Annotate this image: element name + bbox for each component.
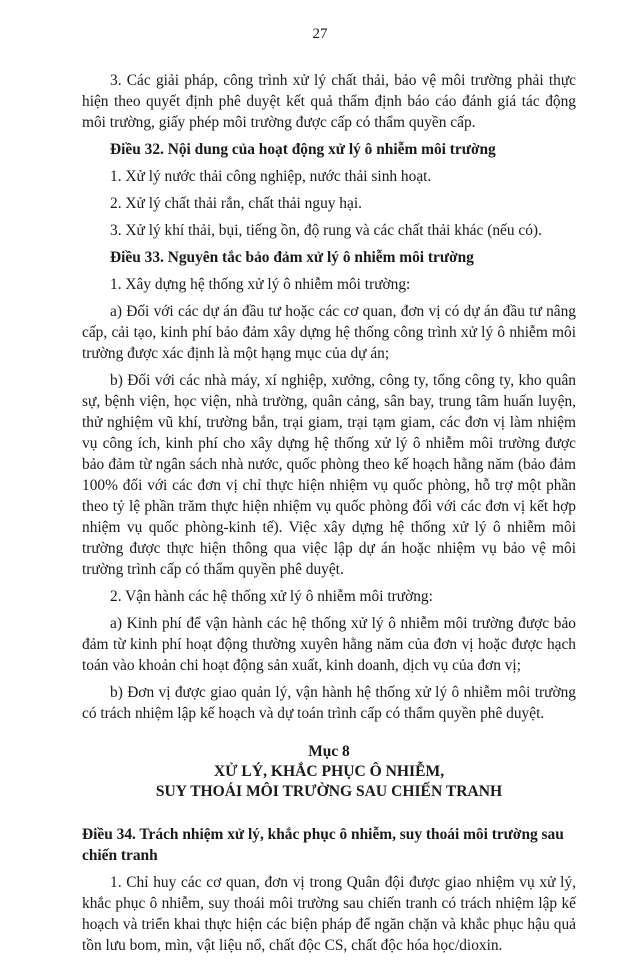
page-number: 27 [312,26,328,42]
document-body [82,70,576,962]
paragraph: 1. Chỉ huy các cơ quan, đơn vị trong Quân đội được giao nhiệm vụ xử lý, khắc phục ô nhiễm, suy thoái môi trường sau chiến tranh có trách nhiệm lập kế hoạch và triển khai thực hiện các biện pháp để ngăn chặn và khắc phục hậu quả tồn lưu bom, mìn, vật liệu nổ, chất độc CS, chất độc hóa học/dioxin. [82,874,576,954]
paragraph: 3. Các giải pháp, công trình xử lý chất thải, bảo vệ môi trường phải thực hiện theo quyết định phê duyệt kết quả thẩm định báo cáo đánh giá tác động môi trường, giấy phép môi trường được cấp có thẩm quyền cấp. [82,72,576,131]
paragraph: 3. Xử lý khí thải, bụi, tiếng ồn, độ rung và các chất thải khác (nếu có). [110,222,542,239]
paragraph: a) Đối với các dự án đầu tư hoặc các cơ quan, đơn vị có dự án đầu tư nâng cấp, cải tạo, kinh phí bảo đảm xây dựng hệ thống công trình xử lý ô nhiễm môi trường được xác định là một hạng mục của dự án; [82,303,576,362]
article-heading: Điều 32. Nội dung của hoạt động xử lý ô nhiễm môi trường [110,141,496,158]
article-heading: Điều 33. Nguyên tắc bảo đảm xử lý ô nhiễm môi trường [110,249,474,266]
section-title-line-2: SUY THOÁI MÔI TRƯỜNG SAU CHIẾN TRANH [155,783,503,800]
paragraph: 1. Xây dựng hệ thống xử lý ô nhiễm môi trường: [110,276,411,293]
paragraph: 2. Vận hành các hệ thống xử lý ô nhiễm môi trường: [110,588,433,605]
paragraph: 1. Xử lý nước thải công nghiệp, nước thải sinh hoạt. [110,168,432,185]
paragraph: 2. Xử lý chất thải rắn, chất thải nguy hại. [110,195,362,212]
section-title-line-1: XỬ LÝ, KHẮC PHỤC Ô NHIỄM, [213,763,445,780]
section-label: Mục 8 [308,743,350,760]
paragraph: b) Đối với các nhà máy, xí nghiệp, xưởng, công ty, tổng công ty, kho quân sự, bệnh viện, học viện, nhà trường, quân cảng, sân bay, trung tâm huấn luyện, thử nghiệm vũ khí, trường bắn, trại giam, trại tạm giam, các đơn vị làm nhiệm vụ công ích, kinh phí cho xây dựng hệ thống xử lý ô nhiễm môi trường được bảo đảm từ ngân sách nhà nước, quốc phòng theo kế hoạch hằng năm (bảo đảm 100% đối với các đơn vị chỉ thực hiện nhiệm vụ quốc phòng, hỗ trợ một phần theo tỷ lệ phần trăm thực hiện nhiệm vụ quốc phòng đối với các đơn vị kết hợp nhiệm vụ quốc phòng-kinh tế). Việc xây dựng hệ thống xử lý ô nhiễm môi trường được thực hiện thông qua việc lập dự án hoặc nhiệm vụ bảo vệ môi trường trình cấp có thẩm quyền phê duyệt. [82,372,576,578]
paragraph: a) Kinh phí để vận hành các hệ thống xử lý ô nhiễm môi trường được bảo đảm từ kinh phí hoạt động thường xuyên hằng năm của đơn vị hoặc được hạch toán vào khoản chi hoạt động sản xuất, kinh doanh, dịch vụ của đơn vị; [82,615,576,674]
section-heading [82,742,576,802]
paragraph: b) Đơn vị được giao quản lý, vận hành hệ thống xử lý ô nhiễm môi trường có trách nhiệm lập kế hoạch và dự toán trình cấp có thẩm quyền phê duyệt. [82,684,576,722]
article-heading: Điều 34. Trách nhiệm xử lý, khắc phục ô nhiễm, suy thoái môi trường sau chiến tranh [82,826,564,864]
